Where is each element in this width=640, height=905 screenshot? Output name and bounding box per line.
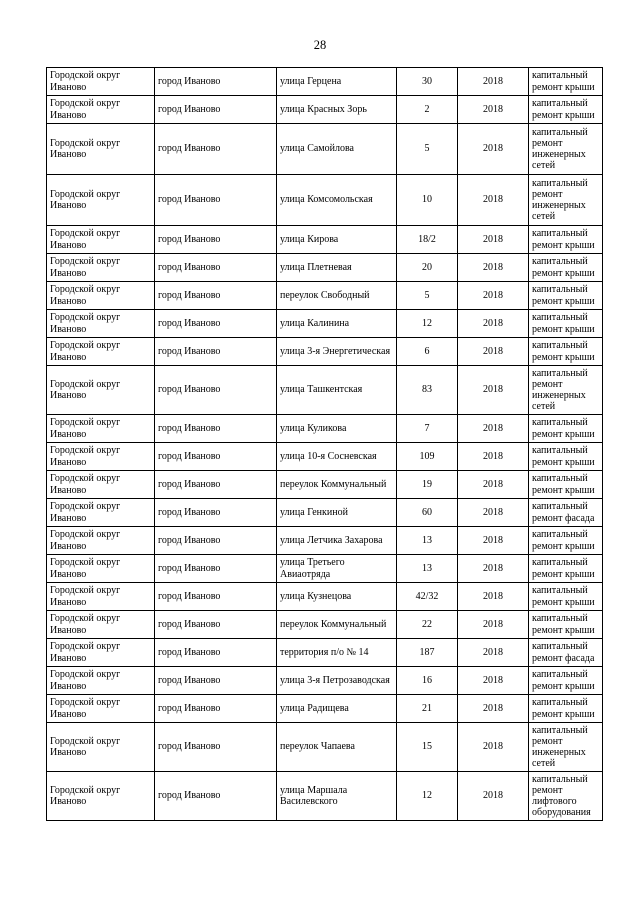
god-cell: 2018 [458, 555, 529, 583]
okrug-cell: Городской округ Иваново [47, 611, 155, 639]
dom-cell: 42/32 [397, 583, 458, 611]
god-cell: 2018 [458, 667, 529, 695]
okrug-cell: Городской округ Иваново [47, 310, 155, 338]
gorod-cell: город Иваново [155, 415, 277, 443]
rabota-cell: капитальный ремонт лифтового оборудования [529, 772, 603, 821]
god-cell: 2018 [458, 254, 529, 282]
god-cell: 2018 [458, 366, 529, 415]
gorod-cell: город Иваново [155, 68, 277, 96]
table-row [47, 175, 603, 226]
table-row [47, 471, 603, 499]
table-row [47, 527, 603, 555]
gorod-cell: город Иваново [155, 723, 277, 772]
table-row [47, 772, 603, 821]
rabota-cell: капитальный ремонт инженерных сетей [529, 175, 603, 226]
god-cell: 2018 [458, 338, 529, 366]
table-row [47, 68, 603, 96]
okrug-cell: Городской округ Иваново [47, 175, 155, 226]
okrug-cell: Городской округ Иваново [47, 282, 155, 310]
okrug-cell: Городской округ Иваново [47, 667, 155, 695]
rabota-cell: капитальный ремонт крыши [529, 282, 603, 310]
ulica-cell: улица Куликова [277, 415, 397, 443]
god-cell: 2018 [458, 282, 529, 310]
god-cell: 2018 [458, 68, 529, 96]
ulica-cell: улица Генкиной [277, 499, 397, 527]
okrug-cell: Городской округ Иваново [47, 555, 155, 583]
dom-cell: 7 [397, 415, 458, 443]
gorod-cell: город Иваново [155, 254, 277, 282]
ulica-cell: улица Калинина [277, 310, 397, 338]
gorod-cell: город Иваново [155, 471, 277, 499]
table-row [47, 611, 603, 639]
okrug-cell: Городской округ Иваново [47, 723, 155, 772]
table-row [47, 366, 603, 415]
dom-cell: 16 [397, 667, 458, 695]
god-cell: 2018 [458, 695, 529, 723]
gorod-cell: город Иваново [155, 772, 277, 821]
table-body [47, 68, 603, 821]
dom-cell: 5 [397, 124, 458, 175]
table-row [47, 443, 603, 471]
gorod-cell: город Иваново [155, 310, 277, 338]
rabota-cell: капитальный ремонт фасада [529, 639, 603, 667]
god-cell: 2018 [458, 639, 529, 667]
rabota-cell: капитальный ремонт крыши [529, 695, 603, 723]
okrug-cell: Городской округ Иваново [47, 471, 155, 499]
dom-cell: 83 [397, 366, 458, 415]
rabota-cell: капитальный ремонт крыши [529, 611, 603, 639]
ulica-cell: улица Красных Зорь [277, 96, 397, 124]
gorod-cell: город Иваново [155, 366, 277, 415]
ulica-cell: улица Кузнецова [277, 583, 397, 611]
god-cell: 2018 [458, 772, 529, 821]
dom-cell: 187 [397, 639, 458, 667]
table-row [47, 226, 603, 254]
god-cell: 2018 [458, 226, 529, 254]
ulica-cell: улица Ташкентская [277, 366, 397, 415]
ulica-cell: территория п/о № 14 [277, 639, 397, 667]
rabota-cell: капитальный ремонт крыши [529, 68, 603, 96]
table-row [47, 96, 603, 124]
gorod-cell: город Иваново [155, 527, 277, 555]
ulica-cell: улица Плетневая [277, 254, 397, 282]
god-cell: 2018 [458, 175, 529, 226]
rabota-cell: капитальный ремонт крыши [529, 338, 603, 366]
dom-cell: 21 [397, 695, 458, 723]
god-cell: 2018 [458, 527, 529, 555]
rabota-cell: капитальный ремонт крыши [529, 583, 603, 611]
god-cell: 2018 [458, 124, 529, 175]
gorod-cell: город Иваново [155, 499, 277, 527]
dom-cell: 20 [397, 254, 458, 282]
table-row [47, 499, 603, 527]
table-row [47, 338, 603, 366]
okrug-cell: Городской округ Иваново [47, 415, 155, 443]
gorod-cell: город Иваново [155, 639, 277, 667]
okrug-cell: Городской округ Иваново [47, 226, 155, 254]
okrug-cell: Городской округ Иваново [47, 124, 155, 175]
rabota-cell: капитальный ремонт крыши [529, 555, 603, 583]
table-row [47, 310, 603, 338]
god-cell: 2018 [458, 443, 529, 471]
ulica-cell: улица Маршала Василевского [277, 772, 397, 821]
table-row [47, 254, 603, 282]
god-cell: 2018 [458, 499, 529, 527]
god-cell: 2018 [458, 723, 529, 772]
table-row [47, 695, 603, 723]
dom-cell: 13 [397, 527, 458, 555]
dom-cell: 18/2 [397, 226, 458, 254]
rabota-cell: капитальный ремонт крыши [529, 415, 603, 443]
dom-cell: 6 [397, 338, 458, 366]
okrug-cell: Городской округ Иваново [47, 338, 155, 366]
rabota-cell: капитальный ремонт фасада [529, 499, 603, 527]
dom-cell: 22 [397, 611, 458, 639]
okrug-cell: Городской округ Иваново [47, 96, 155, 124]
table-row [47, 282, 603, 310]
gorod-cell: город Иваново [155, 443, 277, 471]
okrug-cell: Городской округ Иваново [47, 583, 155, 611]
rabota-cell: капитальный ремонт крыши [529, 471, 603, 499]
dom-cell: 2 [397, 96, 458, 124]
okrug-cell: Городской округ Иваново [47, 639, 155, 667]
rabota-cell: капитальный ремонт крыши [529, 527, 603, 555]
dom-cell: 15 [397, 723, 458, 772]
table-row [47, 639, 603, 667]
okrug-cell: Городской округ Иваново [47, 527, 155, 555]
gorod-cell: город Иваново [155, 667, 277, 695]
dom-cell: 19 [397, 471, 458, 499]
okrug-cell: Городской округ Иваново [47, 443, 155, 471]
table-row [47, 667, 603, 695]
ulica-cell: переулок Коммунальный [277, 611, 397, 639]
ulica-cell: улица 10-я Сосневская [277, 443, 397, 471]
rabota-cell: капитальный ремонт крыши [529, 96, 603, 124]
ulica-cell: переулок Коммунальный [277, 471, 397, 499]
ulica-cell: улица 3-я Энергетическая [277, 338, 397, 366]
gorod-cell: город Иваново [155, 124, 277, 175]
dom-cell: 60 [397, 499, 458, 527]
gorod-cell: город Иваново [155, 282, 277, 310]
okrug-cell: Городской округ Иваново [47, 695, 155, 723]
god-cell: 2018 [458, 415, 529, 443]
ulica-cell: улица 3-я Петрозаводская [277, 667, 397, 695]
gorod-cell: город Иваново [155, 611, 277, 639]
dom-cell: 12 [397, 310, 458, 338]
ulica-cell: улица Комсомольская [277, 175, 397, 226]
dom-cell: 30 [397, 68, 458, 96]
ulica-cell: улица Радищева [277, 695, 397, 723]
ulica-cell: улица Третьего Авиаотряда [277, 555, 397, 583]
ulica-cell: улица Самойлова [277, 124, 397, 175]
god-cell: 2018 [458, 583, 529, 611]
god-cell: 2018 [458, 310, 529, 338]
repair-schedule-table [46, 67, 603, 821]
rabota-cell: капитальный ремонт крыши [529, 310, 603, 338]
gorod-cell: город Иваново [155, 583, 277, 611]
okrug-cell: Городской округ Иваново [47, 772, 155, 821]
okrug-cell: Городской округ Иваново [47, 366, 155, 415]
ulica-cell: переулок Чапаева [277, 723, 397, 772]
rabota-cell: капитальный ремонт крыши [529, 667, 603, 695]
ulica-cell: улица Кирова [277, 226, 397, 254]
dom-cell: 10 [397, 175, 458, 226]
dom-cell: 109 [397, 443, 458, 471]
gorod-cell: город Иваново [155, 226, 277, 254]
table-row [47, 555, 603, 583]
dom-cell: 5 [397, 282, 458, 310]
god-cell: 2018 [458, 96, 529, 124]
okrug-cell: Городской округ Иваново [47, 254, 155, 282]
table-row [47, 124, 603, 175]
okrug-cell: Городской округ Иваново [47, 499, 155, 527]
ulica-cell: улица Летчика Захарова [277, 527, 397, 555]
rabota-cell: капитальный ремонт крыши [529, 226, 603, 254]
god-cell: 2018 [458, 611, 529, 639]
rabota-cell: капитальный ремонт крыши [529, 443, 603, 471]
god-cell: 2018 [458, 471, 529, 499]
okrug-cell: Городской округ Иваново [47, 68, 155, 96]
gorod-cell: город Иваново [155, 338, 277, 366]
table-row [47, 723, 603, 772]
gorod-cell: город Иваново [155, 96, 277, 124]
rabota-cell: капитальный ремонт инженерных сетей [529, 366, 603, 415]
rabota-cell: капитальный ремонт крыши [529, 254, 603, 282]
page-number: 28 [313, 38, 327, 52]
gorod-cell: город Иваново [155, 695, 277, 723]
ulica-cell: улица Герцена [277, 68, 397, 96]
dom-cell: 13 [397, 555, 458, 583]
ulica-cell: переулок Свободный [277, 282, 397, 310]
gorod-cell: город Иваново [155, 175, 277, 226]
rabota-cell: капитальный ремонт инженерных сетей [529, 124, 603, 175]
table-row [47, 583, 603, 611]
dom-cell: 12 [397, 772, 458, 821]
table-row [47, 415, 603, 443]
rabota-cell: капитальный ремонт инженерных сетей [529, 723, 603, 772]
gorod-cell: город Иваново [155, 555, 277, 583]
